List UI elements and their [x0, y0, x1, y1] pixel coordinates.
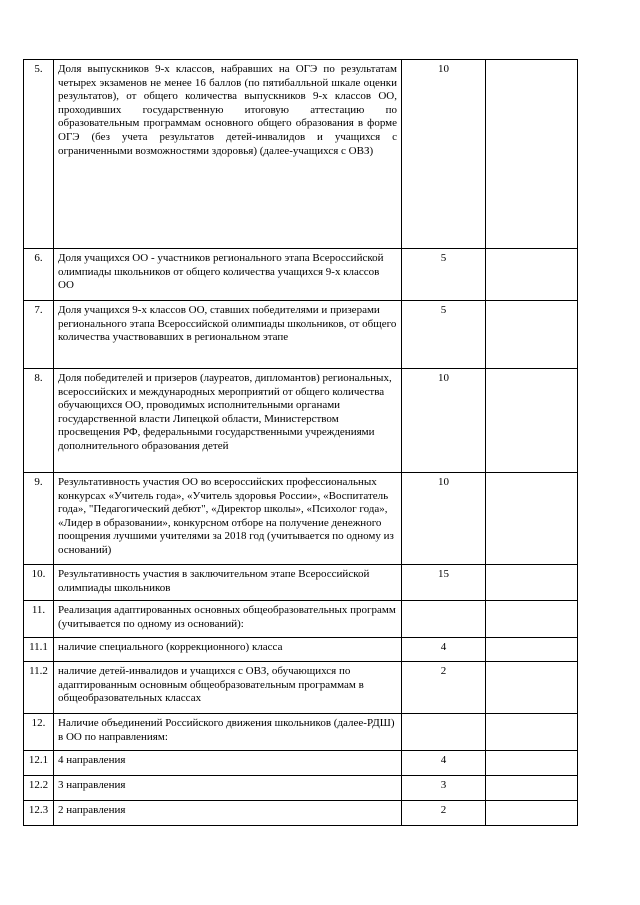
- criterion-text: 3 направления: [54, 776, 402, 801]
- criterion-text: Наличие объединений Российского движения школьников (далее-РДШ) в ОО по направлениям:: [54, 714, 402, 751]
- table-row: [24, 249, 578, 301]
- table-row: [24, 369, 578, 473]
- row-number: 7.: [24, 301, 54, 369]
- table-row: [24, 60, 578, 249]
- max-points: 15: [402, 565, 486, 601]
- criterion-text: наличие детей-инвалидов и учащихся с ОВЗ, обучающихся по адаптированным основным общеобразовательным программам в общеобразовательных классах: [54, 662, 402, 714]
- table-row: [24, 751, 578, 776]
- row-number: 6.: [24, 249, 54, 301]
- empty-cell: [486, 249, 578, 301]
- criterion-text: 2 направления: [54, 801, 402, 826]
- empty-cell: [486, 751, 578, 776]
- criteria-table: [23, 59, 578, 826]
- max-points: [402, 601, 486, 638]
- criterion-text: Результативность участия в заключительном этапе Всероссийской олимпиады школьников: [54, 565, 402, 601]
- empty-cell: [486, 714, 578, 751]
- row-number: 8.: [24, 369, 54, 473]
- max-points: 4: [402, 751, 486, 776]
- row-number: 12.2: [24, 776, 54, 801]
- empty-cell: [486, 801, 578, 826]
- max-points: 10: [402, 369, 486, 473]
- criterion-text: Доля победителей и призеров (лауреатов, дипломантов) региональных, всероссийских и международных мероприятий от общего количества обучающихся ОО, проводимых исполнительными органами государственной власти Липецкой области, Министерством просвещения РФ, федеральными государственными учреждениями дополнительного образования детей: [54, 369, 402, 473]
- row-number: 12.: [24, 714, 54, 751]
- criterion-text: Доля учащихся ОО - участников регионального этапа Всероссийской олимпиады школьников от общего количества учащихся 9-х классов ОО: [54, 249, 402, 301]
- max-points: 10: [402, 473, 486, 565]
- criterion-text: Доля выпускников 9-х классов, набравших на ОГЭ по результатам четырех экзаменов не менее 16 баллов (по пятибалльной шкале оценки результатов), от общего количества выпускников 9-х классов ОО, проходивших государственную итоговую аттестацию по образовательным программам основного общего образования в форме ОГЭ (без учета результатов детей-инвалидов и учащихся с ограниченными возможностями здоровья) (далее-учащихся с ОВЗ): [54, 60, 402, 249]
- max-points: 2: [402, 662, 486, 714]
- table-row: [24, 301, 578, 369]
- row-number: 11.1: [24, 638, 54, 662]
- max-points: 4: [402, 638, 486, 662]
- max-points: [402, 714, 486, 751]
- table-row: [24, 601, 578, 638]
- max-points: 10: [402, 60, 486, 249]
- empty-cell: [486, 565, 578, 601]
- empty-cell: [486, 776, 578, 801]
- empty-cell: [486, 601, 578, 638]
- criterion-text: Доля учащихся 9-х классов ОО, ставших победителями и призерами регионального этапа Всероссийской олимпиады школьников, от общего количества участвовавших в региональном этапе: [54, 301, 402, 369]
- empty-cell: [486, 369, 578, 473]
- empty-cell: [486, 60, 578, 249]
- empty-cell: [486, 662, 578, 714]
- empty-cell: [486, 638, 578, 662]
- row-number: 11.: [24, 601, 54, 638]
- row-number: 11.2: [24, 662, 54, 714]
- table-row: [24, 714, 578, 751]
- table-row: [24, 638, 578, 662]
- table-row: [24, 776, 578, 801]
- empty-cell: [486, 473, 578, 565]
- max-points: 5: [402, 249, 486, 301]
- table-row: [24, 565, 578, 601]
- max-points: 5: [402, 301, 486, 369]
- criterion-text: наличие специального (коррекционного) класса: [54, 638, 402, 662]
- criterion-text: Результативность участия ОО во всероссийских профессиональных конкурсах «Учитель года», «Учитель здоровья России», «Воспитатель года», "Педагогический дебют", «Директор школы», «Психолог года», «Лидер в образовании», конкурсном отборе на получение денежного поощрения лучшими учителями за 2018 год (учитывается по одному из оснований): [54, 473, 402, 565]
- criterion-text: Реализация адаптированных основных общеобразовательных программ (учитывается по одному из оснований):: [54, 601, 402, 638]
- row-number: 9.: [24, 473, 54, 565]
- table-row: [24, 662, 578, 714]
- criterion-text: 4 направления: [54, 751, 402, 776]
- row-number: 12.1: [24, 751, 54, 776]
- empty-cell: [486, 301, 578, 369]
- table-row: [24, 801, 578, 826]
- row-number: 10.: [24, 565, 54, 601]
- row-number: 5.: [24, 60, 54, 249]
- row-number: 12.3: [24, 801, 54, 826]
- table-row: [24, 473, 578, 565]
- max-points: 3: [402, 776, 486, 801]
- max-points: 2: [402, 801, 486, 826]
